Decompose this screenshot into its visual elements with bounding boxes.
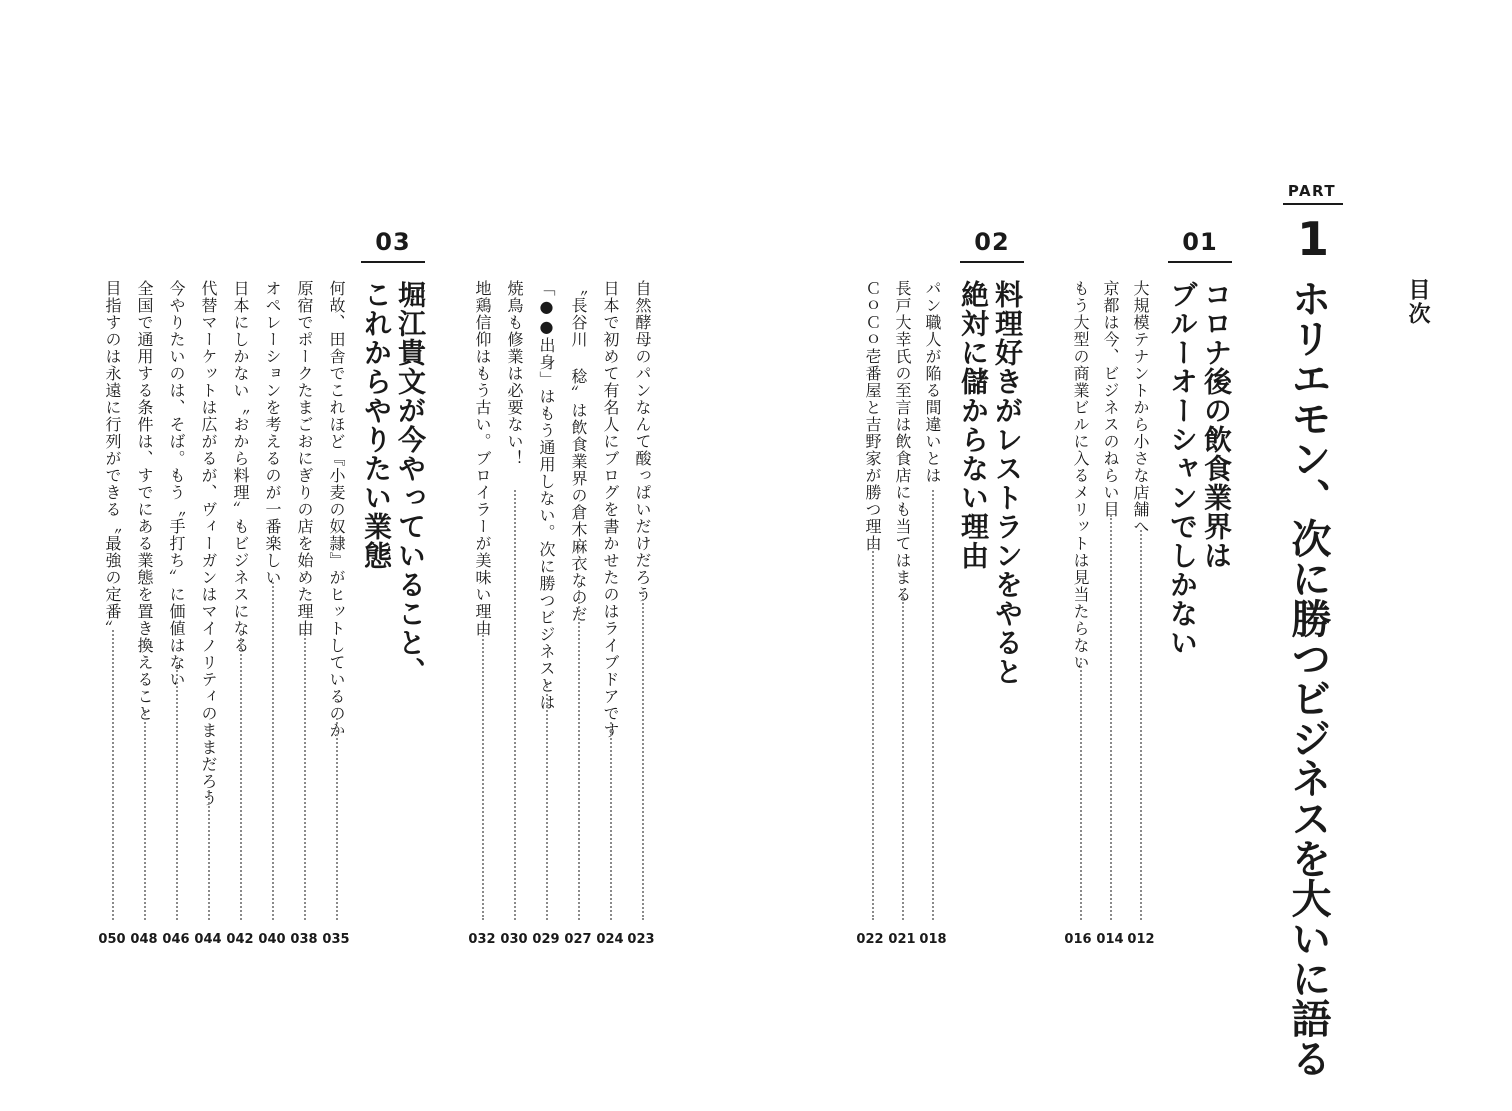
toc-entry[interactable]: ＣｏＣｏ壱番屋と吉野家が勝つ理由 xyxy=(863,280,882,552)
section-rule-02 xyxy=(960,261,1024,263)
toc-entry[interactable]: 自然酵母のパンなんて酸っぱいだけだろう xyxy=(633,280,652,603)
dot-leader xyxy=(1080,658,1082,920)
dot-leader xyxy=(272,582,274,920)
page-number: 042 xyxy=(226,932,254,947)
toc-entry[interactable]: 京都は今、ビジネスのねらい目 xyxy=(1101,280,1120,518)
section-number-03: 03 xyxy=(375,228,411,256)
dot-leader xyxy=(176,662,178,920)
dot-leader xyxy=(112,630,114,920)
dot-leader xyxy=(902,595,904,920)
toc-entry[interactable]: 焼鳥も修業は必要ない！ xyxy=(505,280,524,467)
section-title-02-line2: 絶対に儲からない理由 xyxy=(957,280,990,570)
dot-leader xyxy=(144,710,146,920)
page-number: 018 xyxy=(919,932,947,947)
toc-entry[interactable]: 代替マーケットは広がるが、ヴィーガンはマイノリティのままだろう xyxy=(199,280,218,807)
dot-leader xyxy=(208,790,210,920)
dot-leader xyxy=(482,632,484,920)
dot-leader xyxy=(240,630,242,920)
toc-entry[interactable]: もう大型の商業ビルに入るメリットは見当たらない xyxy=(1071,280,1090,671)
toc-entry[interactable]: 長戸大幸氏の至言は飲食店にも当てはまる xyxy=(893,280,912,603)
dot-leader xyxy=(546,682,548,920)
page-number: 022 xyxy=(856,932,884,947)
toc-entry[interactable]: 全国で通用する条件は、すでにある業態を置き換えること xyxy=(135,280,154,722)
page-number: 038 xyxy=(290,932,318,947)
part-title: ホリエモン、次に勝つビジネスを大いに語る xyxy=(1285,278,1331,1078)
toc-entry[interactable]: 日本にしかない〝おから料理〟もビジネスになる xyxy=(231,280,250,654)
section-title-03-line1: 堀江貴文が今やっていること、 xyxy=(394,280,427,686)
toc-entry[interactable]: 今やりたいのは、そば。もう〝手打ち〟に価値はない xyxy=(167,280,186,688)
page-number: 023 xyxy=(627,932,655,947)
toc-entry[interactable]: オペレーションを考えるのが一番楽しい xyxy=(263,280,282,586)
toc-entry[interactable]: 原宿でポークたまごおにぎりの店を始めた理由 xyxy=(295,280,314,637)
dot-leader xyxy=(642,592,644,920)
dot-leader xyxy=(578,582,580,920)
page-number: 030 xyxy=(500,932,528,947)
section-rule-03 xyxy=(361,261,425,263)
toc-entry[interactable]: 地鶏信仰はもう古い。ブロイラーが美味い理由 xyxy=(473,280,492,637)
dot-leader xyxy=(304,630,306,920)
toc-heading: 目次 xyxy=(1405,278,1430,326)
section-title-02-line1: 料理好きがレストランをやると xyxy=(991,280,1024,686)
page-number: 021 xyxy=(888,932,916,947)
section-number-01: 01 xyxy=(1182,228,1218,256)
section-title-01-line1: コロナ後の飲食業界は xyxy=(1200,280,1233,570)
page-number: 027 xyxy=(564,932,592,947)
dot-leader xyxy=(1140,530,1142,920)
toc-entry[interactable]: 「●●出身」はもう通用しない。次に勝つビジネスとは xyxy=(537,280,556,711)
section-title-01-line2: ブルーオーシャンでしかない xyxy=(1166,280,1199,657)
page-number: 044 xyxy=(194,932,222,947)
toc-entry[interactable]: 日本で初めて有名人にブログを書かせたのはライブドアです xyxy=(601,280,620,739)
toc-entry[interactable]: 目指すのは永遠に行列ができる〝最強の定番〟 xyxy=(103,280,122,637)
dot-leader xyxy=(610,722,612,920)
page-number: 046 xyxy=(162,932,190,947)
dot-leader xyxy=(336,718,338,920)
page-number: 050 xyxy=(98,932,126,947)
section-number-02: 02 xyxy=(974,228,1010,256)
page-number: 012 xyxy=(1127,932,1155,947)
toc-entry[interactable]: 大規模テナントから小さな店舗へ xyxy=(1131,280,1150,535)
page-number: 035 xyxy=(322,932,350,947)
dot-leader xyxy=(1110,515,1112,920)
page-number: 016 xyxy=(1064,932,1092,947)
page-number: 029 xyxy=(532,932,560,947)
toc-entry[interactable]: パン職人が陥る間違いとは xyxy=(923,280,942,484)
dot-leader xyxy=(872,540,874,920)
part-label: PART xyxy=(1287,182,1337,200)
part-rule xyxy=(1283,203,1343,205)
page-number: 024 xyxy=(596,932,624,947)
page-number: 032 xyxy=(468,932,496,947)
page-number: 040 xyxy=(258,932,286,947)
toc-entry[interactable]: 〝長谷川 稔〟は飲食業界の倉木麻衣なのだ xyxy=(569,280,588,623)
page-number: 048 xyxy=(130,932,158,947)
section-title-03-line2: これからやりたい業態 xyxy=(360,280,393,570)
part-number: 1 xyxy=(1296,212,1329,266)
dot-leader xyxy=(514,490,516,920)
toc-entry[interactable]: 何故、田舎でこれほど『小麦の奴隷』がヒットしているのか xyxy=(327,280,346,739)
dot-leader xyxy=(932,490,934,920)
page-number: 014 xyxy=(1096,932,1124,947)
section-rule-01 xyxy=(1168,261,1232,263)
